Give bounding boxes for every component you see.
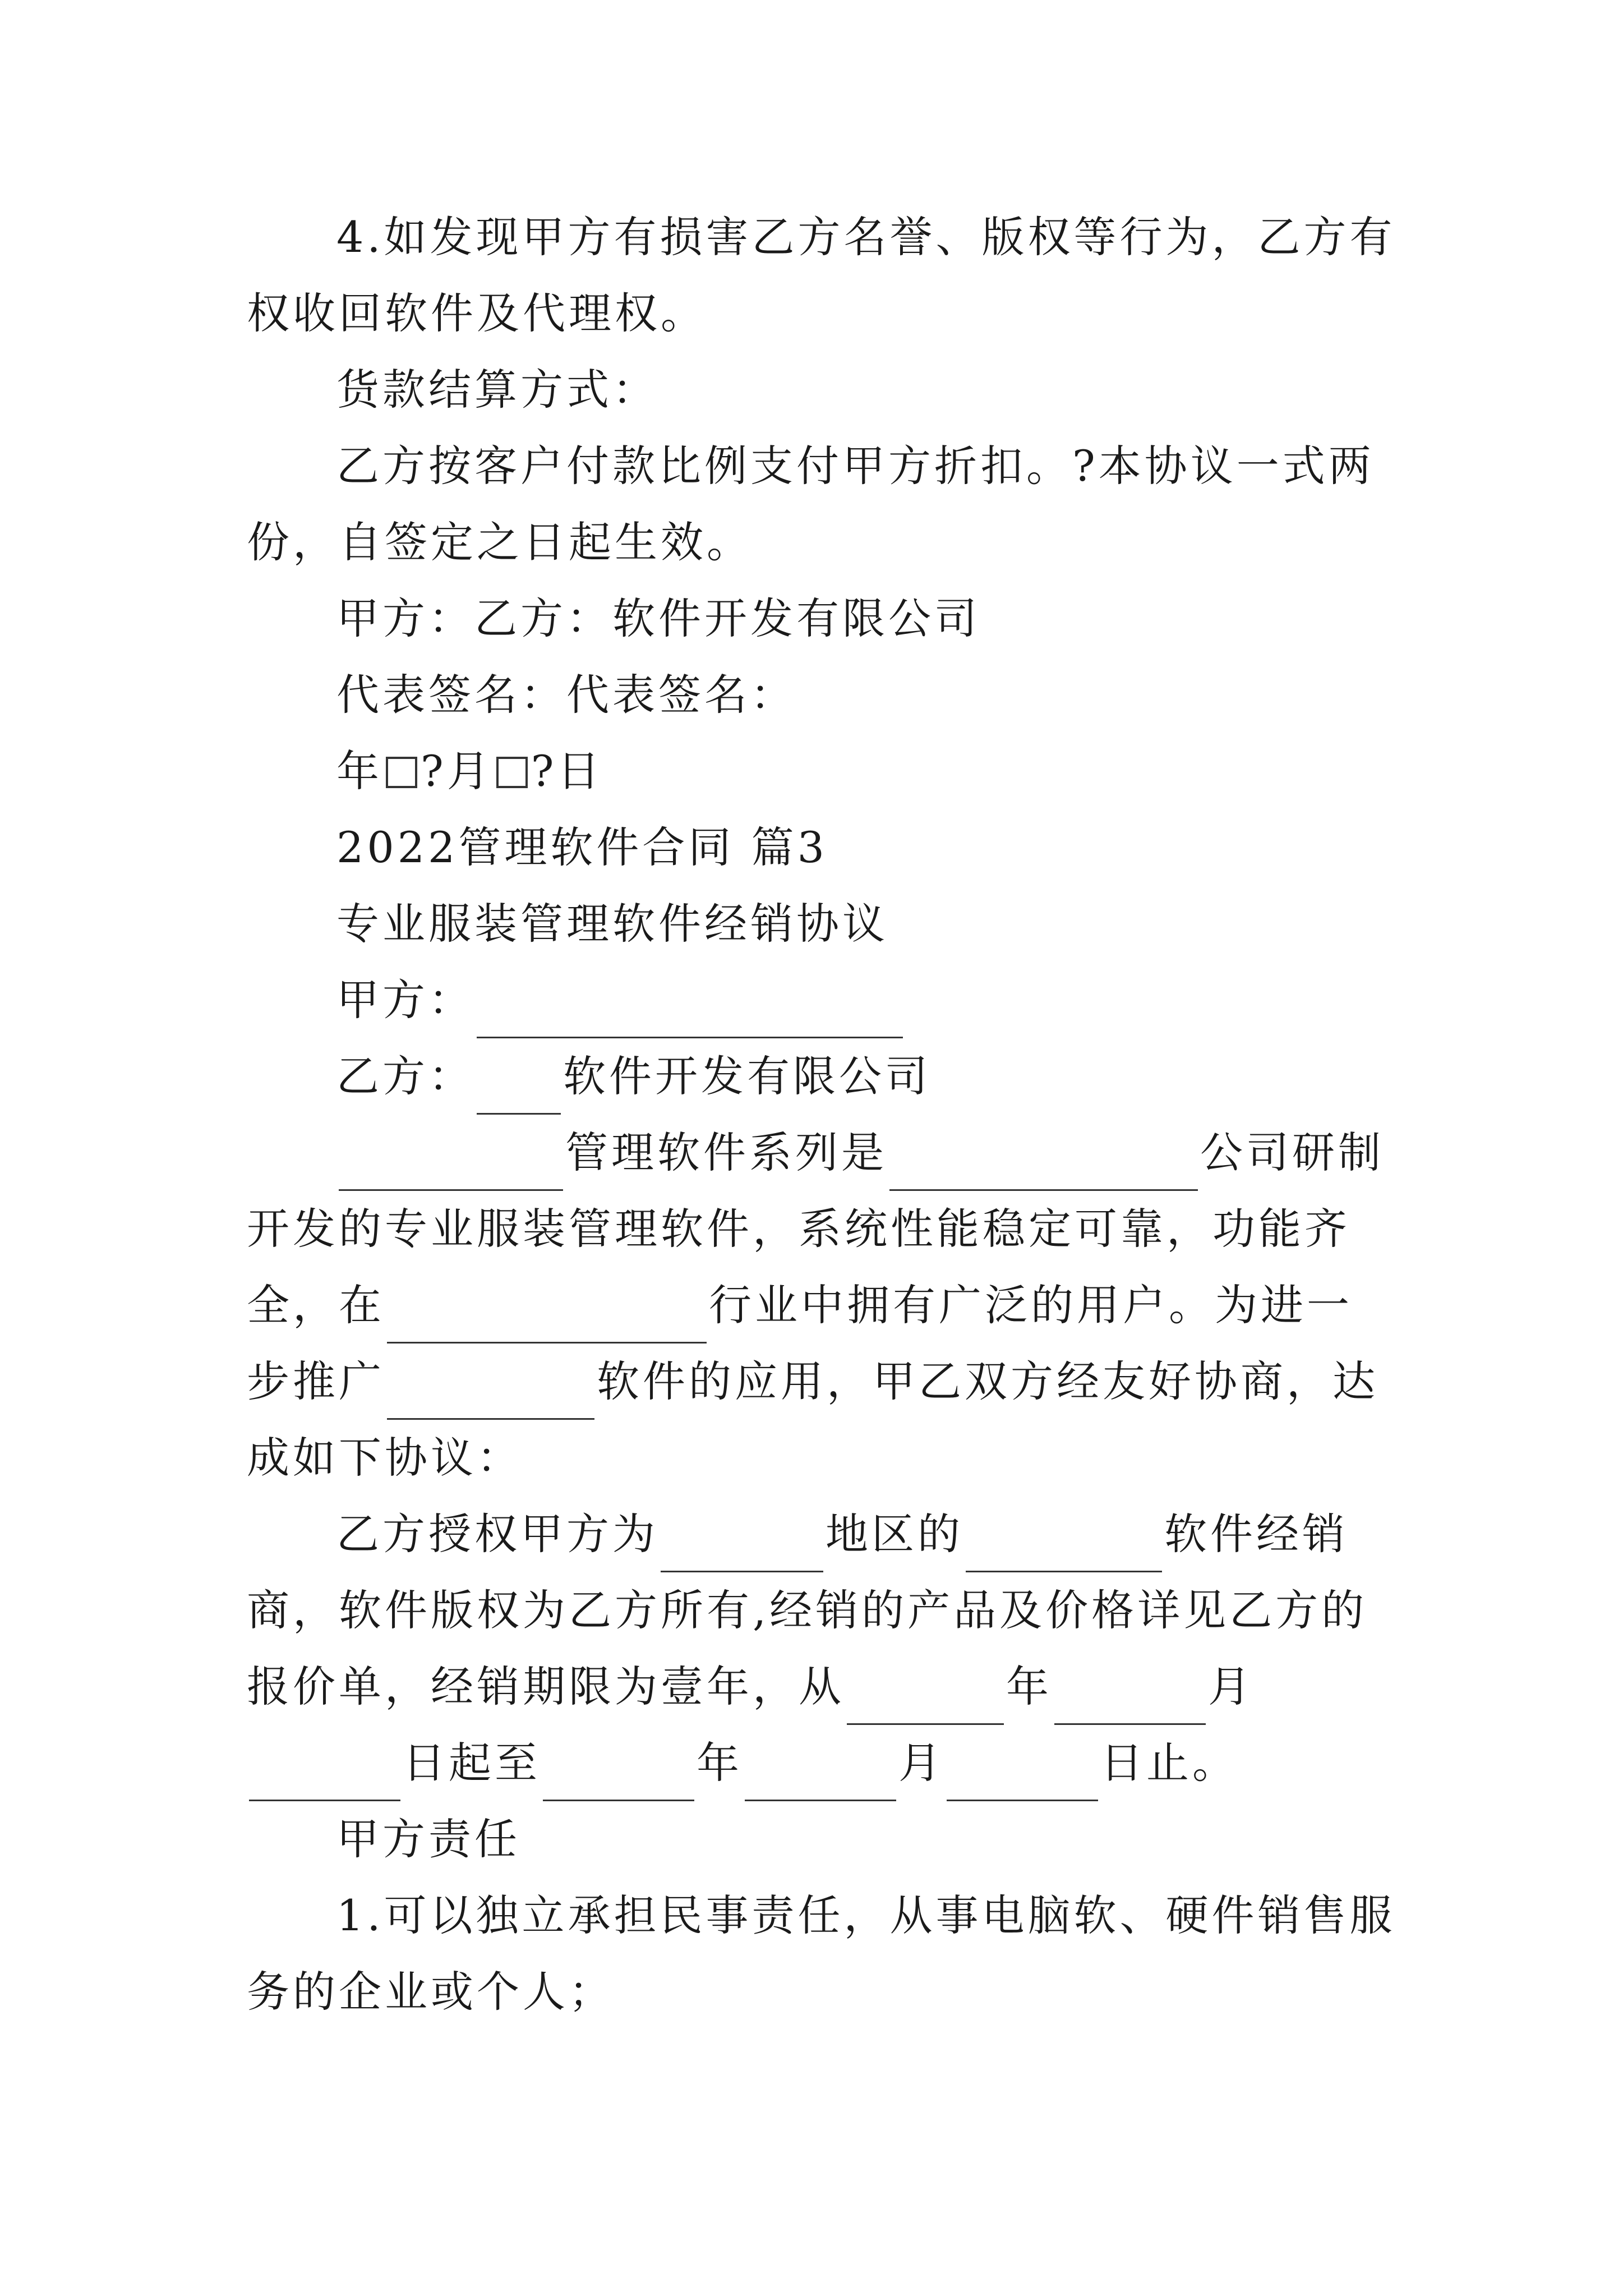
end-day-blank: [947, 1751, 1098, 1801]
intro-text-c: 行业中拥有广泛的用户。为进一步推广: [247, 1280, 1353, 1406]
intro-text-a: 管理软件系列是: [565, 1128, 887, 1177]
auth-text-c: 软件经销商，软件版权为乙方所有,经销的产品及价格详见乙方的报价单，经销期限为壹年，从: [247, 1509, 1368, 1711]
auth-text-e: 月: [1208, 1662, 1254, 1711]
duty-1-paragraph: 1.可以独立承担民事责任，从事电脑软、硬件销售服务的企业或个人；: [247, 1890, 1396, 2017]
auth-text-g: 年: [697, 1738, 743, 1788]
auth-text-h: 月: [898, 1738, 944, 1788]
start-month-blank: [1054, 1675, 1206, 1725]
auth-text-i: 日止。: [1100, 1738, 1238, 1788]
company-name-blank: [889, 1141, 1198, 1191]
software-name-blank: [339, 1141, 563, 1191]
region-blank: [661, 1522, 823, 1572]
signature-line: 代表签名：代表签名：: [336, 670, 796, 720]
month-label: ?月: [421, 746, 493, 796]
end-month-blank: [745, 1751, 896, 1801]
document-body: [247, 199, 1396, 2030]
party-b-blank: [477, 1065, 561, 1115]
intro-text-d: 软件的应用，甲乙双方经友好协商，达成如下协议：: [247, 1356, 1378, 1483]
year-label: 年: [336, 746, 382, 796]
software-blank: [966, 1522, 1162, 1572]
payment-method-heading: 货款结算方式：: [336, 365, 658, 415]
intro-text-b: 公司研制开发的专业服装管理软件，系统性能稳定可靠，功能齐全，在: [247, 1128, 1384, 1330]
party-a-label: 甲方：: [336, 975, 474, 1025]
start-year-blank: [847, 1675, 1004, 1725]
payment-paragraph: 乙方按客户付款比例支付甲方折扣。?本协议一式两份，自签定之日起生效。: [247, 441, 1375, 567]
end-year-blank: [543, 1751, 694, 1801]
party-a-blank: [477, 988, 903, 1038]
software-blank: [387, 1370, 594, 1420]
clause-4-paragraph: 4.如发现甲方有损害乙方名誉、版权等行为，乙方有权收回软件及代理权。: [247, 212, 1396, 338]
auth-text-b: 地区的: [826, 1509, 963, 1559]
start-day-blank: [249, 1751, 400, 1801]
auth-text-d: 年: [1006, 1662, 1052, 1711]
party-b-company: 软件开发有限公司: [563, 1051, 931, 1101]
day-label: ?日: [531, 746, 603, 796]
agreement-title: 专业服装管理软件经销协议: [336, 899, 888, 949]
authorization-paragraph: [247, 1496, 1396, 1801]
auth-text-f: 日起至: [403, 1738, 541, 1788]
auth-text-a: 乙方授权甲方为: [336, 1509, 658, 1559]
date-line: [247, 733, 1396, 809]
industry-blank: [387, 1294, 707, 1343]
parties-line: 甲方：乙方：软件开发有限公司: [336, 593, 980, 643]
party-b-line: [247, 1038, 1396, 1115]
party-a-duties-heading: 甲方责任: [336, 1814, 520, 1864]
date-box: [496, 757, 528, 788]
party-a-line: [247, 962, 1396, 1038]
party-b-label: 乙方：: [336, 1051, 474, 1101]
date-box: [386, 757, 417, 788]
section-title: 2022管理软件合同 篇3: [336, 822, 828, 872]
intro-paragraph: [247, 1115, 1396, 1496]
